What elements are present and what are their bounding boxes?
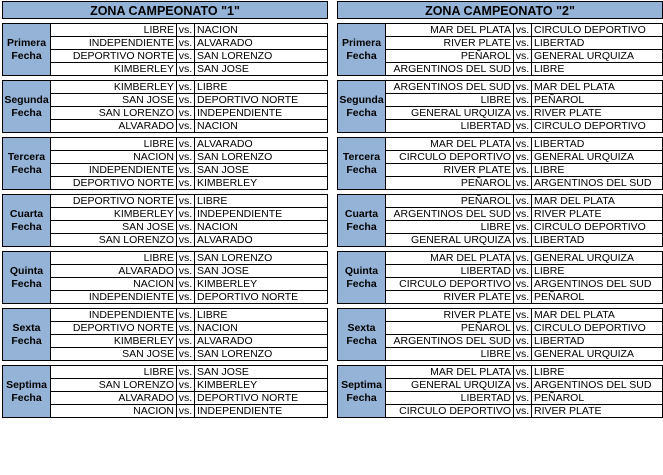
home-team: RIVER PLATE: [386, 37, 514, 49]
round-block: [337, 137, 663, 190]
match-row: [51, 234, 327, 246]
away-team: ARGENTINOS DEL SUD: [534, 278, 652, 290]
round-label-line: Septima: [341, 378, 382, 391]
away-team: SAN JOSE: [197, 164, 249, 176]
round-label-line: Fecha: [11, 334, 42, 347]
match-row: [51, 107, 327, 120]
round-block: [2, 23, 328, 76]
round-label: [338, 138, 386, 189]
match-row: [51, 335, 327, 348]
match-row: [51, 379, 327, 392]
round-label-line: Quinta: [9, 264, 44, 277]
home-team: SAN LORENZO: [51, 107, 177, 119]
zone-title: ZONA CAMPEONATO "1": [2, 1, 328, 19]
away-team: SAN JOSE: [197, 265, 249, 277]
match-row: [386, 151, 662, 164]
round-label-line: Tercera: [7, 150, 46, 163]
match-row: [386, 265, 662, 278]
home-team: PEÑAROL: [386, 177, 514, 189]
round-label-line: Primera: [6, 36, 47, 49]
round-label-line: Fecha: [346, 49, 377, 62]
away-team: LIBRE: [197, 309, 228, 321]
versus-label: vs.: [514, 120, 532, 132]
away-team: INDEPENDIENTE: [197, 208, 283, 220]
away-team: LIBRE: [534, 63, 565, 75]
home-team: SAN JOSE: [51, 221, 177, 233]
versus-label: vs.: [514, 348, 532, 360]
round-label-line: Fecha: [346, 334, 377, 347]
away-team: NACION: [197, 120, 238, 132]
match-row: [386, 107, 662, 120]
versus-label: vs.: [514, 309, 532, 321]
match-row: [51, 37, 327, 50]
home-team: DEPORTIVO NORTE: [51, 195, 177, 207]
away-team: LIBRE: [534, 366, 565, 378]
away-team: MAR DEL PLATA: [534, 309, 615, 321]
away-team: GENERAL URQUIZA: [534, 348, 634, 360]
home-team: ARGENTINOS DEL SUD: [386, 81, 514, 93]
away-team: NACION: [197, 24, 238, 36]
match-row: [386, 195, 662, 208]
versus-label: vs.: [514, 24, 532, 36]
round-label: [3, 366, 51, 417]
versus-label: vs.: [177, 195, 195, 207]
away-team: GENERAL URQUIZA: [534, 252, 634, 264]
round-label-line: Fecha: [11, 220, 42, 233]
versus-label: vs.: [514, 195, 532, 207]
home-team: NACION: [51, 278, 177, 290]
away-team: PEÑAROL: [534, 291, 585, 303]
match-row: [386, 392, 662, 405]
home-team: DEPORTIVO NORTE: [51, 177, 177, 189]
match-row: [51, 405, 327, 417]
match-list: [51, 138, 327, 189]
away-team: CIRCULO DEPORTIVO: [534, 120, 646, 132]
round-label: [3, 195, 51, 246]
match-list: [51, 81, 327, 132]
round-label-line: Fecha: [346, 277, 377, 290]
match-row: [51, 195, 327, 208]
round-label: [3, 24, 51, 75]
match-row: [51, 366, 327, 379]
home-team: LIBRE: [386, 221, 514, 233]
versus-label: vs.: [177, 107, 195, 119]
versus-label: vs.: [177, 177, 195, 189]
away-team: SAN LORENZO: [197, 348, 273, 360]
versus-label: vs.: [514, 335, 532, 347]
match-row: [386, 94, 662, 107]
home-team: SAN LORENZO: [51, 234, 177, 246]
home-team: PEÑAROL: [386, 322, 514, 334]
zone-1-fixture: [2, 1, 328, 418]
round-label-line: Septima: [6, 378, 47, 391]
home-team: ALVARADO: [51, 265, 177, 277]
away-team: DEPORTIVO NORTE: [197, 291, 299, 303]
away-team: LIBRE: [197, 195, 228, 207]
away-team: GENERAL URQUIZA: [534, 50, 634, 62]
match-list: [51, 252, 327, 303]
round-label-line: Sexta: [12, 321, 41, 334]
match-row: [51, 278, 327, 291]
home-team: DEPORTIVO NORTE: [51, 50, 177, 62]
match-row: [51, 24, 327, 37]
match-row: [386, 177, 662, 189]
match-row: [51, 392, 327, 405]
match-list: [386, 24, 662, 75]
home-team: CIRCULO DEPORTIVO: [386, 151, 514, 163]
round-label-line: Fecha: [11, 163, 42, 176]
home-team: PEÑAROL: [386, 50, 514, 62]
match-list: [51, 309, 327, 360]
match-row: [386, 81, 662, 94]
match-list: [386, 252, 662, 303]
match-row: [51, 63, 327, 75]
versus-label: vs.: [177, 252, 195, 264]
home-team: NACION: [51, 151, 177, 163]
round-block: [337, 80, 663, 133]
match-list: [51, 366, 327, 417]
home-team: LIBRE: [51, 24, 177, 36]
match-row: [386, 234, 662, 246]
versus-label: vs.: [177, 309, 195, 321]
away-team: ARGENTINOS DEL SUD: [534, 177, 652, 189]
away-team: GENERAL URQUIZA: [534, 151, 634, 163]
round-label-line: Cuarta: [9, 207, 44, 220]
round-label-line: Segunda: [4, 93, 49, 106]
versus-label: vs.: [514, 94, 532, 106]
versus-label: vs.: [514, 379, 532, 391]
versus-label: vs.: [177, 405, 195, 417]
round-block: [337, 251, 663, 304]
round-label-line: Tercera: [342, 150, 381, 163]
match-row: [386, 24, 662, 37]
versus-label: vs.: [177, 379, 195, 391]
match-row: [386, 37, 662, 50]
home-team: GENERAL URQUIZA: [386, 234, 514, 246]
versus-label: vs.: [177, 50, 195, 62]
match-row: [51, 208, 327, 221]
versus-label: vs.: [177, 208, 195, 220]
away-team: ALVARADO: [197, 335, 253, 347]
away-team: RIVER PLATE: [534, 208, 602, 220]
away-team: MAR DEL PLATA: [534, 81, 615, 93]
home-team: MAR DEL PLATA: [386, 24, 514, 36]
versus-label: vs.: [514, 252, 532, 264]
round-label-line: Fecha: [11, 49, 42, 62]
round-label-line: Fecha: [346, 220, 377, 233]
away-team: INDEPENDIENTE: [197, 405, 283, 417]
home-team: ALVARADO: [51, 120, 177, 132]
round-block: [2, 251, 328, 304]
home-team: LIBRE: [386, 94, 514, 106]
home-team: INDEPENDIENTE: [51, 291, 177, 303]
round-block: [2, 137, 328, 190]
match-row: [386, 309, 662, 322]
match-row: [386, 138, 662, 151]
round-label: [3, 309, 51, 360]
home-team: LIBRE: [386, 348, 514, 360]
round-block: [2, 194, 328, 247]
versus-label: vs.: [514, 366, 532, 378]
match-row: [51, 120, 327, 132]
away-team: LIBRE: [534, 164, 565, 176]
away-team: LIBRE: [534, 265, 565, 277]
home-team: LIBERTAD: [386, 265, 514, 277]
away-team: ALVARADO: [197, 138, 253, 150]
away-team: ALVARADO: [197, 37, 253, 49]
away-team: KIMBERLEY: [197, 379, 258, 391]
versus-label: vs.: [514, 208, 532, 220]
away-team: ALVARADO: [197, 234, 253, 246]
match-row: [51, 309, 327, 322]
round-block: [2, 308, 328, 361]
round-label-line: Primera: [341, 36, 382, 49]
round-label-line: Fecha: [346, 106, 377, 119]
match-row: [386, 50, 662, 63]
versus-label: vs.: [514, 63, 532, 75]
round-label-line: Quinta: [344, 264, 379, 277]
match-list: [386, 309, 662, 360]
versus-label: vs.: [514, 221, 532, 233]
versus-label: vs.: [514, 37, 532, 49]
versus-label: vs.: [514, 164, 532, 176]
versus-label: vs.: [177, 164, 195, 176]
round-label-line: Fecha: [11, 106, 42, 119]
away-team: LIBERTAD: [534, 335, 585, 347]
home-team: MAR DEL PLATA: [386, 366, 514, 378]
match-row: [386, 221, 662, 234]
home-team: LIBRE: [51, 366, 177, 378]
match-row: [386, 278, 662, 291]
away-team: MAR DEL PLATA: [534, 195, 615, 207]
round-block: [337, 308, 663, 361]
match-row: [386, 366, 662, 379]
match-row: [386, 120, 662, 132]
home-team: MAR DEL PLATA: [386, 252, 514, 264]
versus-label: vs.: [514, 405, 532, 417]
round-label-line: Fecha: [11, 277, 42, 290]
match-list: [386, 81, 662, 132]
match-row: [386, 208, 662, 221]
round-label: [338, 24, 386, 75]
home-team: MAR DEL PLATA: [386, 138, 514, 150]
match-row: [386, 322, 662, 335]
away-team: INDEPENDIENTE: [197, 107, 283, 119]
round-label: [338, 366, 386, 417]
versus-label: vs.: [177, 138, 195, 150]
versus-label: vs.: [177, 81, 195, 93]
away-team: KIMBERLEY: [197, 177, 258, 189]
versus-label: vs.: [177, 94, 195, 106]
match-row: [51, 265, 327, 278]
match-row: [51, 94, 327, 107]
away-team: RIVER PLATE: [534, 107, 602, 119]
home-team: ARGENTINOS DEL SUD: [386, 335, 514, 347]
round-block: [2, 365, 328, 418]
match-row: [51, 151, 327, 164]
home-team: SAN JOSE: [51, 94, 177, 106]
match-row: [386, 379, 662, 392]
versus-label: vs.: [514, 107, 532, 119]
versus-label: vs.: [514, 291, 532, 303]
home-team: INDEPENDIENTE: [51, 164, 177, 176]
match-row: [386, 252, 662, 265]
home-team: KIMBERLEY: [51, 63, 177, 75]
match-row: [386, 335, 662, 348]
away-team: LIBERTAD: [534, 37, 585, 49]
home-team: SAN LORENZO: [51, 379, 177, 391]
away-team: DEPORTIVO NORTE: [197, 392, 299, 404]
away-team: RIVER PLATE: [534, 405, 602, 417]
home-team: INDEPENDIENTE: [51, 309, 177, 321]
match-row: [51, 138, 327, 151]
round-label-line: Fecha: [346, 391, 377, 404]
home-team: NACION: [51, 405, 177, 417]
home-team: GENERAL URQUIZA: [386, 107, 514, 119]
home-team: LIBERTAD: [386, 120, 514, 132]
home-team: RIVER PLATE: [386, 164, 514, 176]
home-team: ARGENTINOS DEL SUD: [386, 208, 514, 220]
home-team: CIRCULO DEPORTIVO: [386, 405, 514, 417]
versus-label: vs.: [177, 278, 195, 290]
match-row: [51, 81, 327, 94]
away-team: CIRCULO DEPORTIVO: [534, 322, 646, 334]
round-label: [338, 309, 386, 360]
home-team: ALVARADO: [51, 392, 177, 404]
home-team: SAN JOSE: [51, 348, 177, 360]
round-label-line: Cuarta: [344, 207, 379, 220]
match-row: [51, 221, 327, 234]
versus-label: vs.: [177, 24, 195, 36]
round-label: [3, 81, 51, 132]
round-label-line: Sexta: [347, 321, 376, 334]
away-team: NACION: [197, 322, 238, 334]
away-team: SAN LORENZO: [197, 252, 273, 264]
round-label: [3, 252, 51, 303]
versus-label: vs.: [514, 265, 532, 277]
zone-2-fixture: [337, 1, 663, 418]
match-row: [51, 348, 327, 360]
match-row: [51, 50, 327, 63]
match-row: [51, 252, 327, 265]
versus-label: vs.: [177, 63, 195, 75]
versus-label: vs.: [177, 234, 195, 246]
home-team: RIVER PLATE: [386, 291, 514, 303]
away-team: SAN LORENZO: [197, 151, 273, 163]
home-team: GENERAL URQUIZA: [386, 379, 514, 391]
away-team: SAN JOSE: [197, 366, 249, 378]
away-team: PEÑAROL: [534, 392, 585, 404]
versus-label: vs.: [177, 37, 195, 49]
round-block: [2, 80, 328, 133]
match-list: [386, 366, 662, 417]
away-team: LIBERTAD: [534, 138, 585, 150]
zone-title: ZONA CAMPEONATO "2": [337, 1, 663, 19]
home-team: LIBERTAD: [386, 392, 514, 404]
match-row: [386, 63, 662, 75]
round-label: [338, 195, 386, 246]
versus-label: vs.: [514, 177, 532, 189]
versus-label: vs.: [177, 120, 195, 132]
versus-label: vs.: [177, 221, 195, 233]
match-row: [386, 164, 662, 177]
match-list: [386, 195, 662, 246]
away-team: KIMBERLEY: [197, 278, 258, 290]
versus-label: vs.: [514, 81, 532, 93]
away-team: SAN JOSE: [197, 63, 249, 75]
versus-label: vs.: [177, 366, 195, 378]
home-team: INDEPENDIENTE: [51, 37, 177, 49]
versus-label: vs.: [514, 234, 532, 246]
versus-label: vs.: [177, 348, 195, 360]
round-block: [337, 365, 663, 418]
home-team: LIBRE: [51, 138, 177, 150]
versus-label: vs.: [177, 151, 195, 163]
away-team: CIRCULO DEPORTIVO: [534, 221, 646, 233]
away-team: DEPORTIVO NORTE: [197, 94, 299, 106]
match-row: [51, 291, 327, 303]
match-row: [386, 405, 662, 417]
versus-label: vs.: [177, 291, 195, 303]
versus-label: vs.: [514, 50, 532, 62]
home-team: PEÑAROL: [386, 195, 514, 207]
away-team: SAN LORENZO: [197, 50, 273, 62]
home-team: DEPORTIVO NORTE: [51, 322, 177, 334]
home-team: KIMBERLEY: [51, 81, 177, 93]
round-label-line: Fecha: [11, 391, 42, 404]
away-team: ARGENTINOS DEL SUD: [534, 379, 652, 391]
versus-label: vs.: [514, 138, 532, 150]
away-team: NACION: [197, 221, 238, 233]
match-row: [386, 291, 662, 303]
round-label: [338, 81, 386, 132]
away-team: LIBERTAD: [534, 234, 585, 246]
home-team: ARGENTINOS DEL SUD: [386, 63, 514, 75]
match-row: [51, 177, 327, 189]
versus-label: vs.: [177, 265, 195, 277]
versus-label: vs.: [177, 335, 195, 347]
match-list: [386, 138, 662, 189]
versus-label: vs.: [514, 322, 532, 334]
round-label: [3, 138, 51, 189]
home-team: LIBRE: [51, 252, 177, 264]
versus-label: vs.: [514, 151, 532, 163]
home-team: CIRCULO DEPORTIVO: [386, 278, 514, 290]
away-team: CIRCULO DEPORTIVO: [534, 24, 646, 36]
match-list: [51, 195, 327, 246]
home-team: KIMBERLEY: [51, 208, 177, 220]
home-team: RIVER PLATE: [386, 309, 514, 321]
away-team: PEÑAROL: [534, 94, 585, 106]
round-block: [337, 23, 663, 76]
match-list: [51, 24, 327, 75]
round-label-line: Segunda: [339, 93, 384, 106]
round-label-line: Fecha: [346, 163, 377, 176]
round-label: [338, 252, 386, 303]
match-row: [386, 348, 662, 360]
versus-label: vs.: [177, 322, 195, 334]
versus-label: vs.: [514, 392, 532, 404]
match-row: [51, 322, 327, 335]
versus-label: vs.: [177, 392, 195, 404]
round-block: [337, 194, 663, 247]
versus-label: vs.: [514, 278, 532, 290]
away-team: LIBRE: [197, 81, 228, 93]
home-team: KIMBERLEY: [51, 335, 177, 347]
match-row: [51, 164, 327, 177]
